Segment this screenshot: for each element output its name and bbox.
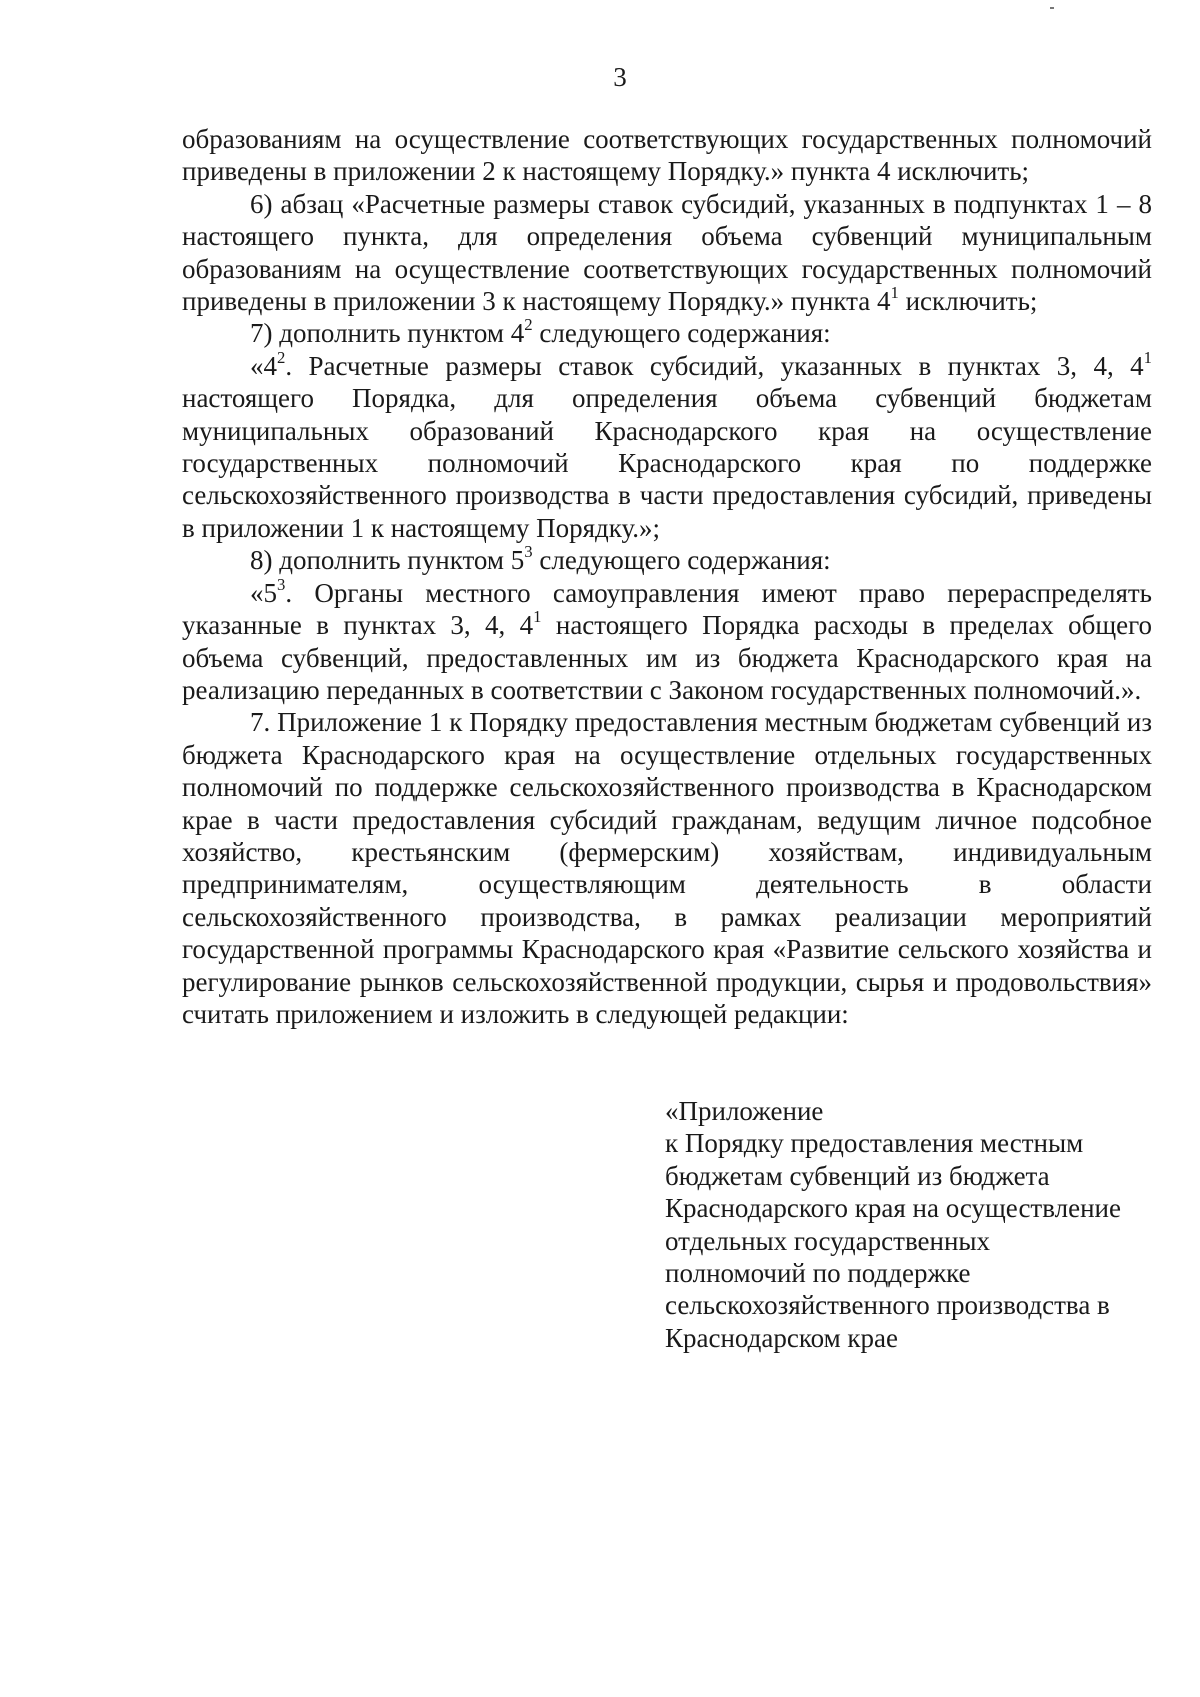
appendix-line: к Порядку предоставления местным <box>665 1128 1084 1159</box>
superscript: 3 <box>277 574 286 594</box>
appendix-line: «Приложение <box>665 1096 824 1126</box>
superscript: 1 <box>890 282 899 302</box>
text-segment: . Расчетные размеры ставок субсидий, указанных в пунктах 3, 4, 4 <box>285 350 1144 381</box>
paragraph-item-7 <box>182 317 1152 349</box>
appendix-line: сельскохозяйственного производства в <box>665 1290 1110 1321</box>
text-segment: 6) абзац «Расчетные размеры ставок субсидий, указанных в подпунктах 1 – 8 настоящего пункта, для определения объема субвенций муниципальным образованиям на осуществление соответствующих государственных полномочий приведены в приложении 3 к настоящему Порядку.» пункта 4 <box>182 188 1152 317</box>
paragraph-item-6 <box>182 188 1152 318</box>
text-segment: следующего содержания: <box>532 318 831 349</box>
scan-artifact <box>1050 7 1054 9</box>
text-segment: 7) дополнить пунктом 4 <box>250 318 525 349</box>
appendix-line: полномочий по поддержке <box>665 1258 971 1289</box>
document-body <box>182 123 1152 1030</box>
paragraph-item-7-appendix <box>182 706 1152 1030</box>
page-number: 3 <box>613 62 627 92</box>
superscript: 1 <box>1143 347 1152 367</box>
text-segment: следующего содержания: <box>532 545 831 576</box>
paragraph-continuation <box>182 123 1152 188</box>
text-segment: 8) дополнить пунктом 5 <box>250 545 525 576</box>
paragraph-item-8 <box>182 544 1152 576</box>
superscript: 2 <box>277 347 286 367</box>
text-segment: образованиям на осуществление соответствующих государственных полномочий приведены в приложении 2 к настоящему Порядку.» пункта 4 исключить; <box>182 124 1152 187</box>
superscript: 2 <box>524 315 533 335</box>
text-segment: настоящего Порядка расходы в пределах общего объема субвенций, предоставленных им из бюджета Краснодарского края на реализацию переданных в соответствии с Законом государственных полномочий.». <box>182 610 1153 705</box>
text-segment: «4 <box>250 350 277 381</box>
text-segment: исключить; <box>898 286 1038 317</box>
appendix-line: Краснодарском крае <box>665 1322 899 1353</box>
appendix-line: отдельных государственных <box>665 1225 991 1256</box>
superscript: 3 <box>524 542 533 562</box>
text-segment: «5 <box>250 577 277 608</box>
text-segment: настоящего Порядка, для определения объема субвенций бюджетам муниципальных образований Краснодарского края на осуществление государственных полномочий Краснодарского края по поддержке сельскохозяйственного производства в части предоставления субсидий, приведены в приложении 1 к настоящему Порядку.»; <box>182 383 1152 543</box>
paragraph-quote-4-2 <box>182 347 1152 544</box>
text-segment: 7. Приложение 1 к Порядку предоставления местным бюджетам субвенций из бюджета Краснодарского края на осуществление отдельных государственных полномочий по поддержке сельскохозяйственного производства в Краснодарском крае в части предоставления субсидий гражданам, ведущим личное подсобное хозяйство, крестьянским (фермерским) хозяйствам, индивидуальным предпринимателям, осуществляющим деятельность в области сельскохозяйственного производства, в рамках реализации мероприятий государственной программы Краснодарского края «Развитие сельского хозяйства и регулирование рынков сельскохозяйственной продукции, сырья и продовольствия» считать приложением и изложить в следующей редакции: <box>182 707 1152 1029</box>
text-segment: . Органы местного самоуправления имеют право перераспределять указанные в пунктах 3, 4, 4 <box>182 577 1152 641</box>
appendix-line: Краснодарского края на осуществление <box>665 1193 1121 1224</box>
appendix-line: бюджетам субвенций из бюджета <box>665 1160 1050 1191</box>
appendix-header <box>665 1095 1185 1354</box>
paragraph-quote-5-3 <box>182 574 1153 707</box>
superscript: 1 <box>533 607 542 627</box>
